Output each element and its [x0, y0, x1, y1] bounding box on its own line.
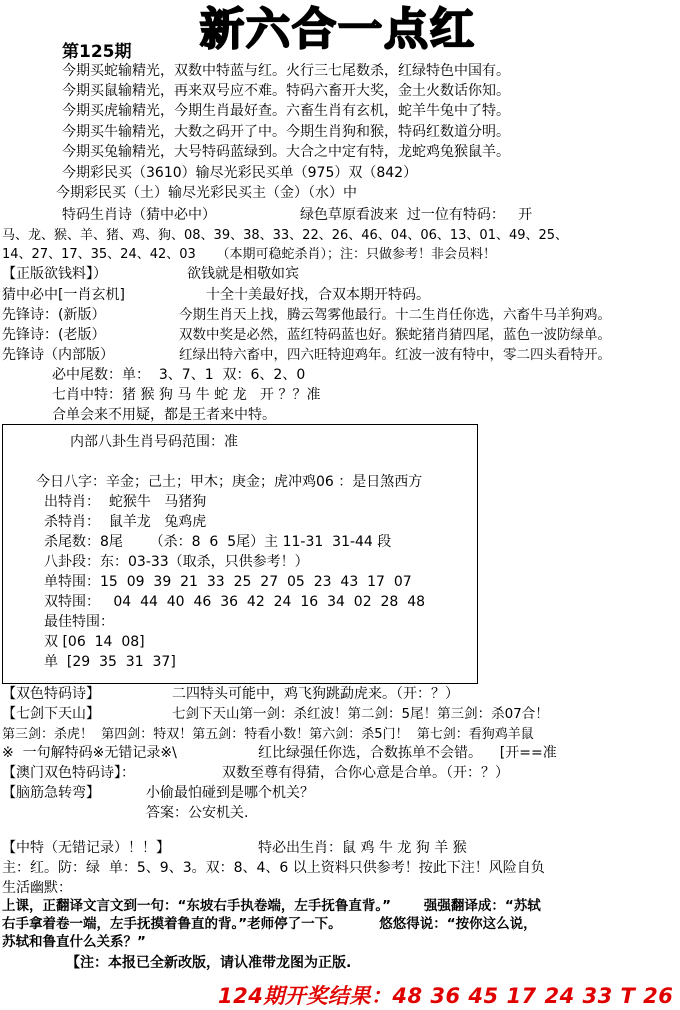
poem-line: 今期买兔输精光，大号特码蓝绿到。大合之中定有特，龙蛇鸡兔猴鼠羊。: [62, 144, 510, 160]
must-tail: 必中尾数：单： 3、7、1 双：6、2、0: [52, 367, 306, 383]
macau-text: 双数至尊有得猜，合你心意是合单。（开：？）: [222, 765, 509, 781]
riddle-label: ※ 一句解特码※无错记录※\: [2, 745, 177, 761]
buy-line-1: 今期彩民买（3610）输尽光彩民买单（975）双（842）: [62, 165, 418, 181]
box-bagua: 八卦段：东：03-33（取杀，只供参考！）: [44, 554, 309, 570]
swords-line: 第三剑：杀虎！ 第四剑：特双！第五剑：特看小数！第六剑：杀5门！ 第七剑：看狗鸡羊鼠: [2, 727, 534, 742]
single-note: 合单会来不用疑，都是王者来中特。: [52, 407, 276, 423]
section-text: 双数中奖是必然，蓝红特码蓝也好。猴蛇猪肖猜四尾，蓝色一波防绿单。: [179, 327, 611, 343]
notice: 【注：本报已全新改版，请认准带龙图为正版.: [66, 955, 352, 971]
humor-label: 生活幽默：: [2, 880, 72, 896]
section-label: 【七剑下天山】: [2, 706, 100, 722]
special-text: 特必出生肖：鼠 鸡 牛 龙 狗 羊 猴: [258, 840, 467, 856]
riddle-text: 红比绿强任你选，合数拣单不会错。 [开==准: [258, 745, 557, 761]
poem-line: 今期买鼠输精光，再来双号应不难。特码六畜开大奖，金土火数话你知。: [62, 83, 510, 99]
humor-line: 右手拿着卷一端，左手抚摸着鲁直的背。”老师停了一下。 悠悠得说：“按你这么说，: [2, 916, 537, 932]
section-text: 红绿出特六畜中，四六旺特迎鸡年。红波一波有特中，零二四头看特开。: [179, 347, 611, 363]
box-best-double: 双 [06 14 08]: [44, 634, 145, 650]
seven-zodiac: 七肖中特：猪 猴 狗 马 牛 蛇 龙 开 ？？准: [52, 387, 321, 403]
box-single-special: 单特围：15 09 39 21 33 25 27 05 23 43 17 07: [44, 574, 412, 590]
brain-question: 小偷最怕碰到是哪个机关？: [146, 785, 314, 801]
main-line: 主：红。防：绿 单：5、9、3。双：8、4、6 以上资料只供参考！按此下注！风险自负: [2, 860, 545, 876]
section-label: 【正版欲钱料】）: [2, 266, 107, 282]
macau-label: 【澳门双色特码诗】：: [2, 765, 135, 781]
box-best-label: 最佳特围：: [44, 614, 114, 630]
box-out-zodiac: 出特肖： 蛇猴牛 马猪狗: [44, 494, 207, 510]
paper-title: 新六合一点红: [200, 4, 476, 55]
section-label: 先锋诗：(新版）: [2, 307, 106, 323]
box-bazi: 今日八字：辛金；己土；甲木；庚金；虎冲鸡06 ：是日煞西方: [36, 474, 423, 490]
humor-line: 上课，正翻译文言文到一句：“东坡右手执卷端，左手抚鲁直背。” 强强翻译成：“苏轼: [2, 898, 541, 914]
section-label: 先锋诗（内部版）: [2, 347, 114, 363]
brain-label: 【脑筋急转弯】: [2, 785, 100, 801]
section-text: 欲钱就是相敬如宾: [187, 266, 299, 282]
section-label: 【双色特码诗】: [2, 686, 100, 702]
numbers-line-2: 14、27、17、35、24、42、03 （本期可稳蛇杀肖）；注：只做参考！非会员料！: [2, 247, 496, 262]
section-label: 先锋诗：(老版）: [2, 327, 106, 343]
box-best-single: 单 [29 35 31 37]: [44, 654, 176, 670]
humor-line: 苏轼和鲁直什么关系？”: [2, 934, 146, 950]
section-text: 十全十美最好找，合双本期开特码。: [206, 287, 430, 303]
poem-line: 今期买牛输精光，大数之码开了中。今期生肖狗和猴，特码红数道分明。: [62, 124, 510, 140]
numbers-line-1: 马、龙、猴、羊、猪、鸡、狗、08、39、38、33、22、26、46、04、06、13、01、49、25、: [2, 228, 569, 243]
section-text: 七剑下天山第一剑：杀红波！第二剑：5尾！第三剑：杀07合！: [172, 706, 549, 722]
box-kill-zodiac: 杀特肖： 鼠羊龙 兔鸡虎: [44, 514, 207, 530]
section-label: 猜中必中[一肖玄机]: [2, 287, 125, 303]
box-double-special: 双特围： 04 44 40 46 36 42 24 16 34 02 28 48: [44, 594, 426, 610]
brain-answer: 答案：公安机关.: [146, 805, 249, 821]
zodiac-text: 绿色草原看波来 过一位有特码： 开: [300, 207, 533, 223]
box-kill-tail: 杀尾数：8尾 （杀：8 6 5尾）主 11-31 31-44 段: [44, 534, 392, 550]
section-text: 今期生肖天上找，腾云驾雾他最行。十二生肖任你选，六畜牛马羊狗鸡。: [179, 307, 611, 323]
previous-result: 124期开奖结果：48 36 45 17 24 33 T 26: [218, 984, 674, 1008]
zodiac-label: 特码生肖诗（猜中必中）: [62, 207, 216, 223]
poem-line: 今期买虎输精光，今期生肖最好查。六畜生肖有玄机，蛇羊牛兔中了特。: [62, 103, 510, 119]
buy-line-2: 今期彩民买（土）输尽光彩民买主（金）（水）中: [56, 185, 357, 201]
issue-number: 第125期: [62, 42, 132, 62]
poem-line: 今期买蛇输精光，双数中特蓝与红。火行三七尾数杀，红绿特色中国有。: [62, 63, 510, 79]
special-label: 【中特（无错记录）！！】: [2, 840, 170, 856]
section-text: 二四特头可能中，鸡飞狗跳勐虎来。（开：？）: [172, 686, 459, 702]
box-title: 内部八卦生肖号码范围：准: [70, 434, 238, 450]
